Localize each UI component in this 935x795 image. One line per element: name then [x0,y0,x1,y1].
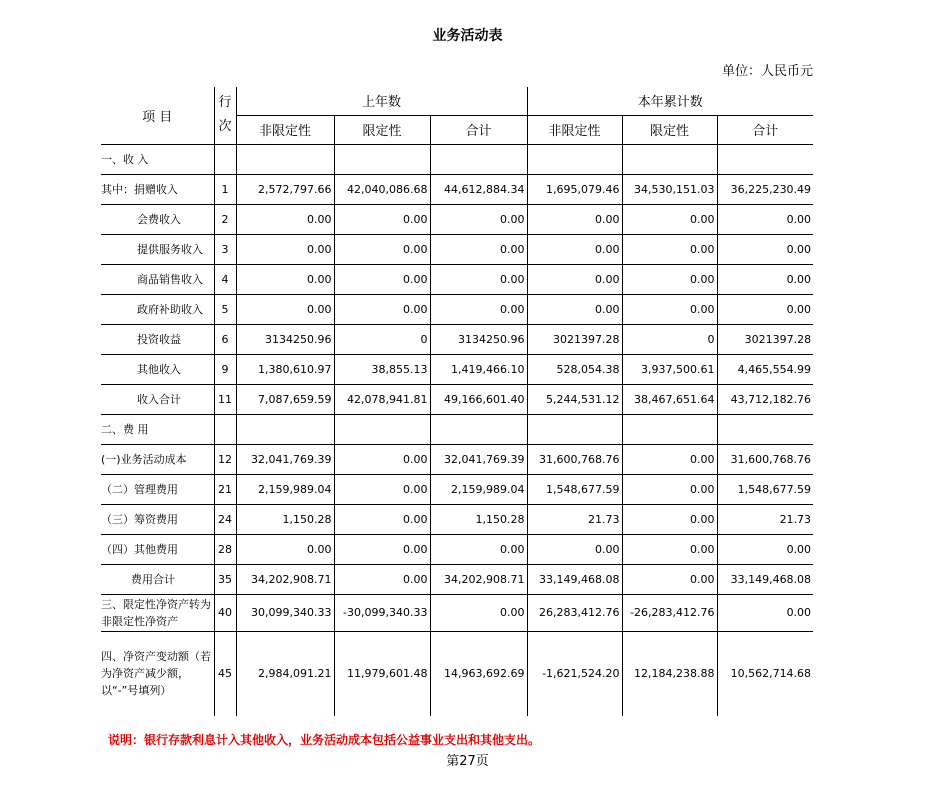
cell-prev-unrestricted: 7,087,659.59 [236,384,334,414]
cell-this-unrestricted: 0.00 [527,234,622,264]
cell-this-total: 4,465,554.99 [717,354,813,384]
row-line-number: 4 [214,264,236,294]
cell-prev-unrestricted: 3134250.96 [236,324,334,354]
header-prev-year: 上年数 [236,87,527,115]
header-prev-restricted: 限定性 [334,115,430,144]
cell-this-unrestricted: 26,283,412.76 [527,594,622,631]
cell-this-total [717,414,813,444]
cell-prev-unrestricted [236,414,334,444]
cell-this-unrestricted: 33,149,468.08 [527,564,622,594]
cell-prev-unrestricted: 0.00 [236,534,334,564]
table-row [101,631,813,716]
cell-prev-total [430,144,527,174]
cell-this-restricted: 0.00 [622,504,717,534]
row-line-number: 11 [214,384,236,414]
cell-this-unrestricted: 1,548,677.59 [527,474,622,504]
header-item: 项 目 [101,87,214,144]
table-row [101,384,813,414]
cell-prev-total: 0.00 [430,264,527,294]
cell-this-total: 21.73 [717,504,813,534]
row-label: 三、限定性净资产转为非限定性净资产 [101,594,214,631]
cell-this-unrestricted: 528,054.38 [527,354,622,384]
cell-this-unrestricted: 0.00 [527,204,622,234]
footnote: 说明：银行存款利息计入其他收入，业务活动成本包括公益事业支出和其他支出。 [108,733,541,747]
row-label: 其中：捐赠收入 [101,174,214,204]
cell-prev-restricted: -30,099,340.33 [334,594,430,631]
page-title: 业务活动表 [432,28,503,44]
cell-prev-restricted: 38,855.13 [334,354,430,384]
cell-prev-unrestricted: 0.00 [236,204,334,234]
cell-this-total: 0.00 [717,264,813,294]
cell-prev-restricted [334,414,430,444]
cell-this-total: 0.00 [717,204,813,234]
cell-this-unrestricted: 3021397.28 [527,324,622,354]
cell-this-unrestricted: 31,600,768.76 [527,444,622,474]
table-row [101,594,813,631]
cell-prev-total: 1,150.28 [430,504,527,534]
table-row [101,234,813,264]
table-row [101,504,813,534]
cell-this-total: 36,225,230.49 [717,174,813,204]
cell-prev-total: 49,166,601.40 [430,384,527,414]
cell-this-total: 10,562,714.68 [717,631,813,716]
cell-prev-unrestricted: 2,984,091.21 [236,631,334,716]
cell-this-total: 0.00 [717,294,813,324]
table-row [101,414,813,444]
table-row [101,354,813,384]
cell-this-total: 0.00 [717,534,813,564]
cell-prev-total: 3134250.96 [430,324,527,354]
cell-this-total: 1,548,677.59 [717,474,813,504]
cell-this-restricted: 0.00 [622,474,717,504]
table-row [101,474,813,504]
currency-unit: 单位：人民币元 [721,64,813,79]
cell-this-restricted: 0 [622,324,717,354]
row-label: 商品销售收入 [101,264,214,294]
row-label: （四）其他费用 [101,534,214,564]
cell-prev-restricted: 0.00 [334,234,430,264]
cell-this-unrestricted: -1,621,524.20 [527,631,622,716]
cell-this-restricted [622,414,717,444]
table-row [101,564,813,594]
cell-prev-restricted: 0.00 [334,504,430,534]
cell-this-unrestricted: 0.00 [527,534,622,564]
row-line-number: 40 [214,594,236,631]
table-row [101,204,813,234]
cell-this-restricted [622,144,717,174]
row-line-number: 6 [214,324,236,354]
header-this-restricted: 限定性 [622,115,717,144]
cell-this-restricted: 0.00 [622,294,717,324]
cell-prev-total: 0.00 [430,594,527,631]
cell-this-restricted: 0.00 [622,534,717,564]
row-label: 收入合计 [101,384,214,414]
cell-prev-unrestricted: 32,041,769.39 [236,444,334,474]
cell-prev-restricted: 11,979,601.48 [334,631,430,716]
cell-this-total: 3021397.28 [717,324,813,354]
activity-table [101,87,813,716]
cell-prev-restricted: 42,040,086.68 [334,174,430,204]
cell-prev-restricted: 0 [334,324,430,354]
cell-this-restricted: 0.00 [622,564,717,594]
cell-this-unrestricted: 5,244,531.12 [527,384,622,414]
cell-this-restricted: 0.00 [622,204,717,234]
table-row [101,324,813,354]
row-label: 投资收益 [101,324,214,354]
cell-prev-unrestricted: 1,150.28 [236,504,334,534]
cell-prev-total: 2,159,989.04 [430,474,527,504]
cell-prev-unrestricted: 1,380,610.97 [236,354,334,384]
cell-prev-total: 1,419,466.10 [430,354,527,384]
row-line-number [214,144,236,174]
cell-prev-restricted: 42,078,941.81 [334,384,430,414]
row-label: (一)业务活动成本 [101,444,214,474]
cell-prev-restricted: 0.00 [334,204,430,234]
cell-prev-total: 0.00 [430,234,527,264]
row-line-number: 35 [214,564,236,594]
cell-this-restricted: 3,937,500.61 [622,354,717,384]
table-row [101,264,813,294]
cell-prev-unrestricted: 2,572,797.66 [236,174,334,204]
row-label: 政府补助收入 [101,294,214,324]
cell-prev-total: 14,963,692.69 [430,631,527,716]
row-line-number: 45 [214,631,236,716]
cell-this-unrestricted: 1,695,079.46 [527,174,622,204]
table-row [101,174,813,204]
cell-this-total: 33,149,468.08 [717,564,813,594]
cell-prev-restricted: 0.00 [334,474,430,504]
header-line: 行次 [214,87,236,144]
cell-prev-restricted: 0.00 [334,264,430,294]
table-row [101,294,813,324]
header-this-total: 合计 [717,115,813,144]
row-label: 一、收 入 [101,144,214,174]
cell-this-restricted: 0.00 [622,264,717,294]
row-line-number: 12 [214,444,236,474]
cell-this-restricted: 38,467,651.64 [622,384,717,414]
cell-prev-restricted: 0.00 [334,294,430,324]
cell-this-total: 0.00 [717,594,813,631]
header-this-unrestricted: 非限定性 [527,115,622,144]
row-label: 提供服务收入 [101,234,214,264]
cell-prev-total: 34,202,908.71 [430,564,527,594]
cell-prev-unrestricted: 34,202,908.71 [236,564,334,594]
row-line-number: 5 [214,294,236,324]
header-prev-total: 合计 [430,115,527,144]
cell-this-restricted: 0.00 [622,234,717,264]
cell-this-total: 0.00 [717,234,813,264]
row-label: （二）管理费用 [101,474,214,504]
row-line-number: 28 [214,534,236,564]
row-line-number: 24 [214,504,236,534]
cell-prev-total: 44,612,884.34 [430,174,527,204]
cell-prev-total: 0.00 [430,294,527,324]
cell-this-unrestricted: 0.00 [527,294,622,324]
cell-this-unrestricted: 0.00 [527,264,622,294]
row-label: 其他收入 [101,354,214,384]
row-line-number: 2 [214,204,236,234]
cell-this-total: 31,600,768.76 [717,444,813,474]
cell-prev-restricted: 0.00 [334,564,430,594]
cell-this-total: 43,712,182.76 [717,384,813,414]
cell-prev-total: 0.00 [430,204,527,234]
cell-prev-total: 32,041,769.39 [430,444,527,474]
table-row [101,444,813,474]
cell-prev-unrestricted [236,144,334,174]
header-prev-unrestricted: 非限定性 [236,115,334,144]
cell-this-total [717,144,813,174]
cell-prev-total [430,414,527,444]
cell-prev-unrestricted: 0.00 [236,264,334,294]
cell-this-unrestricted [527,414,622,444]
table-row [101,534,813,564]
row-label: （三）筹资费用 [101,504,214,534]
row-label: 费用合计 [101,564,214,594]
cell-prev-restricted [334,144,430,174]
row-line-number [214,414,236,444]
row-line-number: 21 [214,474,236,504]
cell-prev-unrestricted: 30,099,340.33 [236,594,334,631]
row-line-number: 3 [214,234,236,264]
row-line-number: 9 [214,354,236,384]
cell-this-unrestricted: 21.73 [527,504,622,534]
cell-this-unrestricted [527,144,622,174]
cell-prev-restricted: 0.00 [334,444,430,474]
row-label: 二、费 用 [101,414,214,444]
cell-prev-unrestricted: 2,159,989.04 [236,474,334,504]
row-label: 四、净资产变动额（若为净资产减少额，以“-”号填列） [101,650,211,698]
cell-prev-total: 0.00 [430,534,527,564]
cell-prev-restricted: 0.00 [334,534,430,564]
cell-this-restricted: 0.00 [622,444,717,474]
cell-this-restricted: 34,530,151.03 [622,174,717,204]
row-line-number: 1 [214,174,236,204]
cell-this-restricted: 12,184,238.88 [622,631,717,716]
header-this-year: 本年累计数 [527,87,813,115]
row-label: 会费收入 [101,204,214,234]
cell-prev-unrestricted: 0.00 [236,234,334,264]
cell-prev-unrestricted: 0.00 [236,294,334,324]
table-row [101,144,813,174]
page-number: 第27页 [446,754,489,769]
cell-this-restricted: -26,283,412.76 [622,594,717,631]
